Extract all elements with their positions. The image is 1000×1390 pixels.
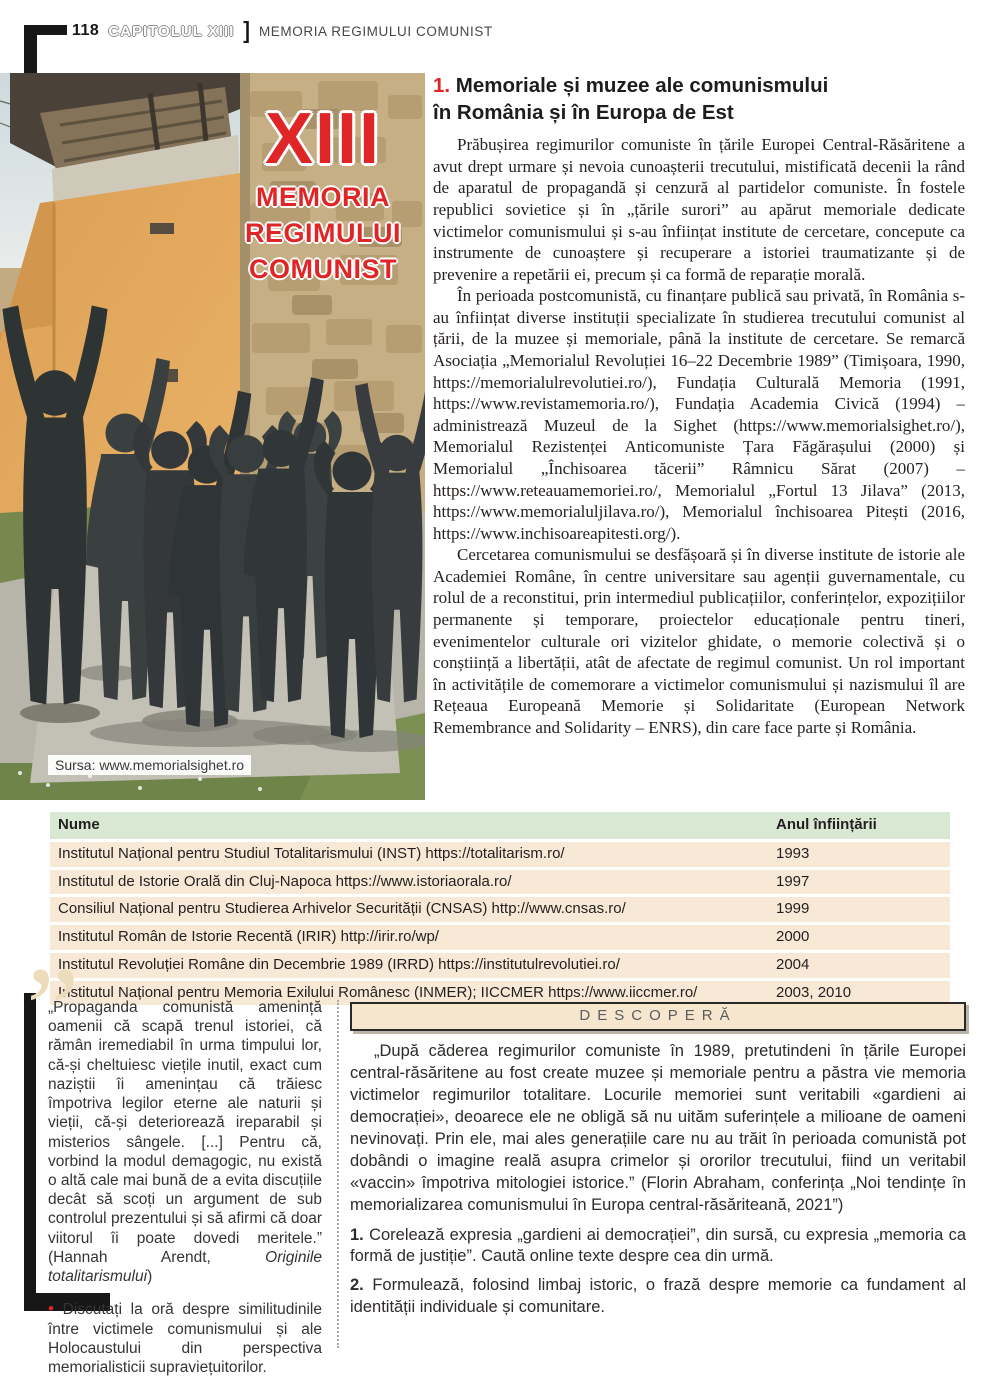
task-item [350,1275,966,1319]
corner-bracket-icon [24,25,37,73]
institution-year: 1993 [776,844,810,862]
column-header-year: Anul înființării [776,816,877,833]
descopera-panel [350,1002,966,1319]
institutions-table [50,812,950,1008]
institution-year: 2004 [776,955,810,973]
chapter-word-3: COMUNIST [249,254,397,284]
descopera-heading: DESCOPERĂ [579,1007,737,1024]
task-item [350,1225,966,1269]
discussion-task-text: Discutați la oră despre similitudinile între victimele comunismului și ale Holocaustului din perspectiva memorialisticii supraviețuitorilor. [48,1301,322,1376]
chapter-word-1: MEMORIA [256,182,390,212]
institution-name: Institutul Român de Istorie Recentă (IRIR) http://irir.ro/wp/ [58,928,439,945]
table-row [50,925,950,950]
chapter-numeral: XIII [264,99,382,179]
quote-text: „Propaganda comunistă amenință oamenii că scapă trenul istoriei, că rămân iremediabil în urma timpului lor, că-și cheltuiesc viețile inutil, exact cum naziștii îi amenințau că trăiesc împotriva legilor eterne ale naturii și vieții, că-și deteriorează ireparabil și misterios sângele. [...] Pentru că, vorbind la modul demagogic, nu există o altă cale mai bună de a evita discuțiile decât să scoți un argument de sub controlul prezentului și să afirmi că doar viitorul îi poate dovedi meritele.” (Hannah Arendt, [48,999,322,1266]
chapter-label: CAPITOLUL XIII [108,22,235,40]
institution-year: 1997 [776,872,810,890]
quote-sidebar [26,942,322,1377]
column-header-name: Nume [58,816,100,833]
task-text: Corelează expresia „gardieni ai democrației”, din sursă, cu expresia „memoria ca formă de justiție”. Caută online texte despre cea din urmă. [350,1225,966,1266]
institution-name: Institutul de Istorie Orală din Cluj-Napoca https://www.istoriaorala.ro/ [58,872,512,890]
task-number: 2. [350,1276,364,1295]
table-row [50,870,950,895]
section-title-rest: Memoriale și muzee ale comunismului [450,74,829,97]
task-number: 1. [350,1225,364,1244]
page-header [72,17,493,44]
institution-year: 2003, 2010 [776,983,852,1001]
body-paragraph: Prăbușirea regimurilor comuniste în țările Europei Central-Răsăritene a avut drept urmare și nevoia cunoașterii trecutului, mistificată decenii la rând de aparatul de propagandă și cenzură al partidelor comuniste. În fostele republici sovietice și în „țările surori” au apărut memoriale dedicate victimelor comunismului și s-au înființat institute de cercetare, concepute ca instrumente de cunoaștere și recuperare a istoriei traumatizante și de prevenire a repetării ei, precum și ca formă de reparație morală. [433,135,965,284]
section-title [433,73,965,126]
quote-closing: ) [147,1268,153,1286]
memorial-photo [0,73,425,800]
body-paragraph: Cercetarea comunismului se desfășoară și în diverse institute de istorie ale Academiei Române, în centre universitare sau agenții guvernamentale, cu rolul de a reconstitui, prin intermediul publicațiilor, conferințelor, expozițiilor permanente și temporare, proiectelor educaționale pentru tineri, evenimentelor culturale ori vizitelor ghidate, o memorie colectivă și o conștiință a libertății, atât de afectate de regimul comunist. Un rol important în activitățile de comemorare a victimelor comunismului și nazismului îl are Rețeaua Europeană Memorie și Solidaritate (European Network Remembrance and Solidarity – ENRS), din care face parte și România. [433,545,965,737]
chapter-word-2: REGIMULUI [245,218,401,248]
task-text: Formulează, folosind limbaj istoric, o frază despre memorie ca fundament al identității individuale și comunitare. [350,1276,966,1317]
chapter-title-overlay [233,99,413,284]
arendt-quote [48,998,322,1286]
institution-year: 1999 [776,900,810,918]
bullet-icon: • [48,1299,54,1319]
table-row [50,953,950,978]
discussion-task [48,1298,322,1377]
descopera-header [350,1002,966,1031]
column-divider [337,1000,339,1348]
table-row [50,842,950,867]
institution-name: Institutul Revoluției Române din Decembrie 1989 (IRRD) https://institutulrevolutiei.ro/ [58,955,620,973]
institution-year: 2000 [776,928,810,945]
quote-mark-icon: ” [26,942,80,1075]
institution-name: Consiliul Național pentru Studierea Arhivelor Securității (CNSAS) http://www.cnsas.ro/ [58,900,626,918]
section-number: 1. [433,74,451,97]
table-header-row [50,812,950,839]
table-row [50,897,950,922]
institution-name: Institutul Național pentru Memoria Exilului Românesc (INMER); IICCMER https://www.iiccmer.ro/ [58,983,698,1001]
abraham-quote: „După căderea regimurilor comuniste în 1989, pretutindeni în țările Europei central-răsăritene au fost create muzee și memoriale pentru a păstra vie memoria victimelor regimurilor totalitare. Locurile memoriei sunt veritabili «gardieni ai democrației», deoarece ele ne obligă să nu uităm suferințele a milioane de oameni nevinovați. Prin ele, mai ales generațiile care nu au trăit în perioada comunistă pot dobândi o imagine reală asupra crimelor și ororilor trecutului, fiind un veritabil «vaccin» împotriva mitologiei istorice.” (Florin Abraham, conferința „Noi tendințe în memorializarea comunismului în Europa central-răsăriteană, 2021”) [350,1042,966,1214]
article-column [433,73,965,809]
running-title: MEMORIA REGIMULUI COMUNIST [258,23,493,39]
body-paragraph: În perioada postcomunistă, cu finanțare publică sau privată, în România s-au înființat diverse instituții specializate în studierea trecutului comunist al țării, de la muzee și memoriale, până la institute de cercetare. Se remarcă Asociația „Memorialul Revoluției 16–22 Decembrie 1989” (Timișoara, 1990, https://memorialulrevolutiei.ro/), Fundația Culturală Memoria (1991, https://www.revistamemoria.ro/), Fundația Academia Civică (1994) – administrează Muzeul de la Sighet (https://www.memorialsighet.ro/), Memorialul Rezistenței Anticomuniste Țara Făgărașului (2000) și Memorialul „Închisoarea tăcerii” Râmnicu Sărat (2007) – https://www.reteauamemoriei.ro/, Memorialul „Fortul 13 Jilava” (2013, https://www.memorialuljilava.ro/), Memorialul închisoarea Pitești (2016, https://www.inchisoareapitesti.org/). [433,286,965,543]
page-number: 118 [72,22,100,39]
bracket-icon: ] [243,17,250,44]
photo-source-caption: Sursa: www.memorialsighet.ro [48,755,251,775]
quoted-work-title: Originile totalitarismului [48,1248,322,1286]
institution-name: Institutul Național pentru Studiul Totalitarismului (INST) https://totalitarism.ro/ [58,844,565,862]
section-title-line2: în România și în Europa de Est [433,100,734,124]
